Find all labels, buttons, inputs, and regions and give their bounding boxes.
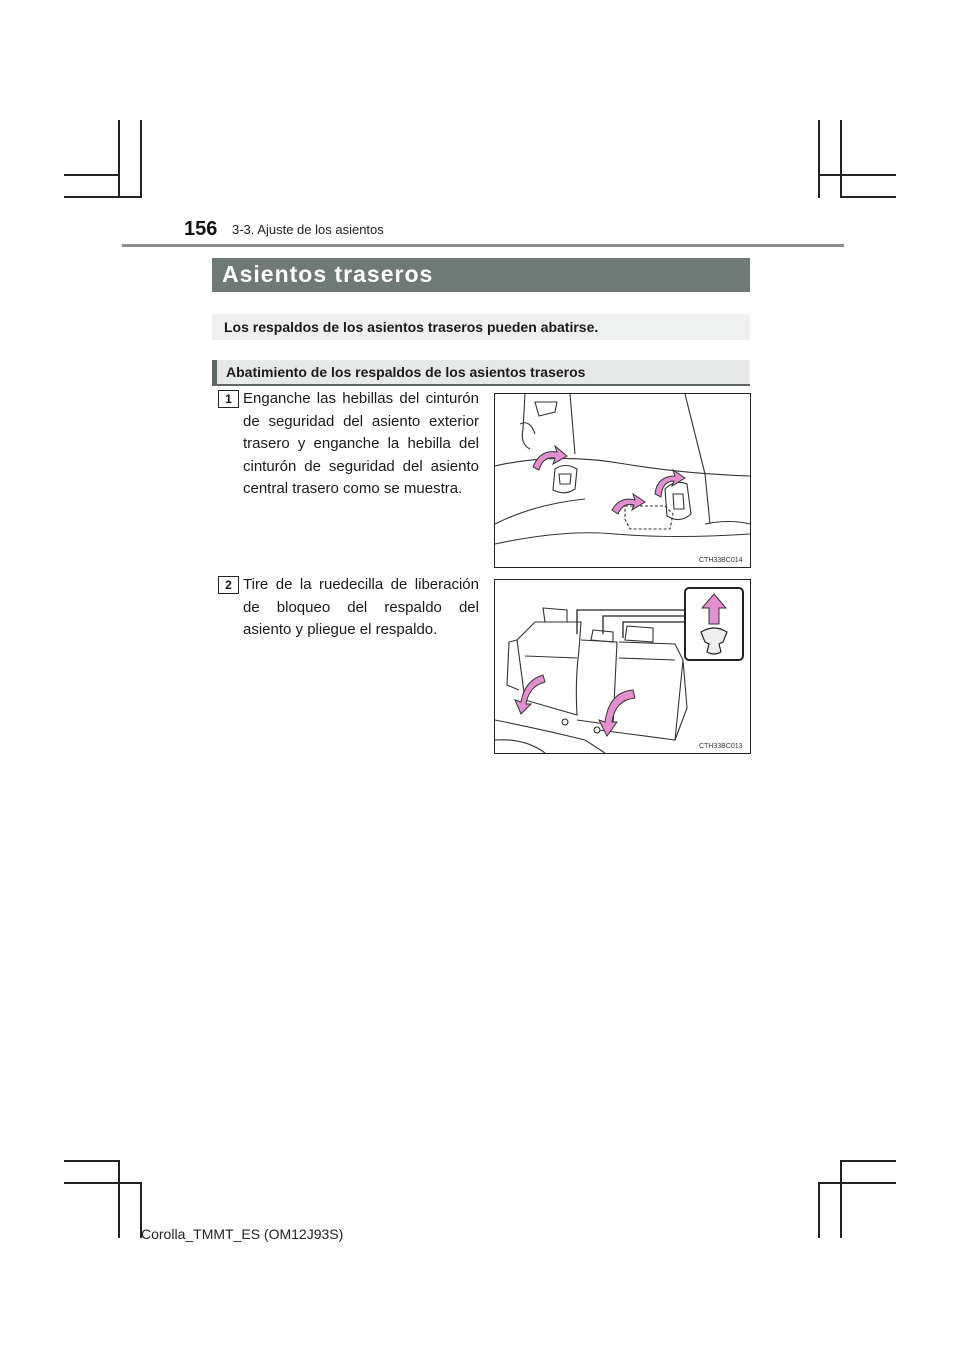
intro-text: Los respaldos de los asientos traseros pueden abatirse. [224,319,599,335]
section-title-bar [212,258,750,292]
section-reference: 3-3. Ajuste de los asientos [232,222,384,237]
crop-mark [840,1160,842,1238]
crop-mark [64,1182,142,1184]
figure-code: CTH33BC013 [699,743,743,750]
crop-mark [64,196,142,198]
step-text: Enganche las hebillas del cinturón de seguridad del asiento exterior trasero y enganche la hebilla del cinturón de seguridad del asiento central trasero como se muestra. [243,390,479,497]
crop-mark [818,120,820,198]
crop-mark [118,120,120,198]
subheading-bar [212,360,750,386]
crop-mark [64,1160,120,1162]
figure-code: CTH33BC014 [699,557,743,564]
crop-mark [818,174,896,176]
subheading-marker [212,360,217,384]
crop-mark [64,174,120,176]
seatbelt-illustration [495,394,750,567]
crop-mark [818,1182,896,1184]
crop-mark [818,1182,820,1238]
figure-seatbelt-buckles [494,393,751,568]
page-number: 156 [184,218,218,240]
footer-document-id: Corolla_TMMT_ES (OM12J93S) [141,1226,344,1242]
seatback-illustration [495,580,750,753]
crop-mark [118,1160,120,1238]
crop-mark [840,1160,896,1162]
intro-box [212,314,750,340]
page-title: Asientos traseros [222,261,434,287]
subheading: Abatimiento de los respaldos de los asientos traseros [226,364,586,380]
crop-mark [140,120,142,198]
step-number: 2 [218,576,239,594]
step-number: 1 [218,390,239,408]
crop-mark [840,196,896,198]
crop-mark [840,120,842,198]
header-divider [122,244,844,247]
figure-fold-seatback [494,579,751,754]
step-text: Tire de la ruedecilla de liberación de bloqueo del respaldo del asiento y pliegue el respaldo. [243,576,479,638]
